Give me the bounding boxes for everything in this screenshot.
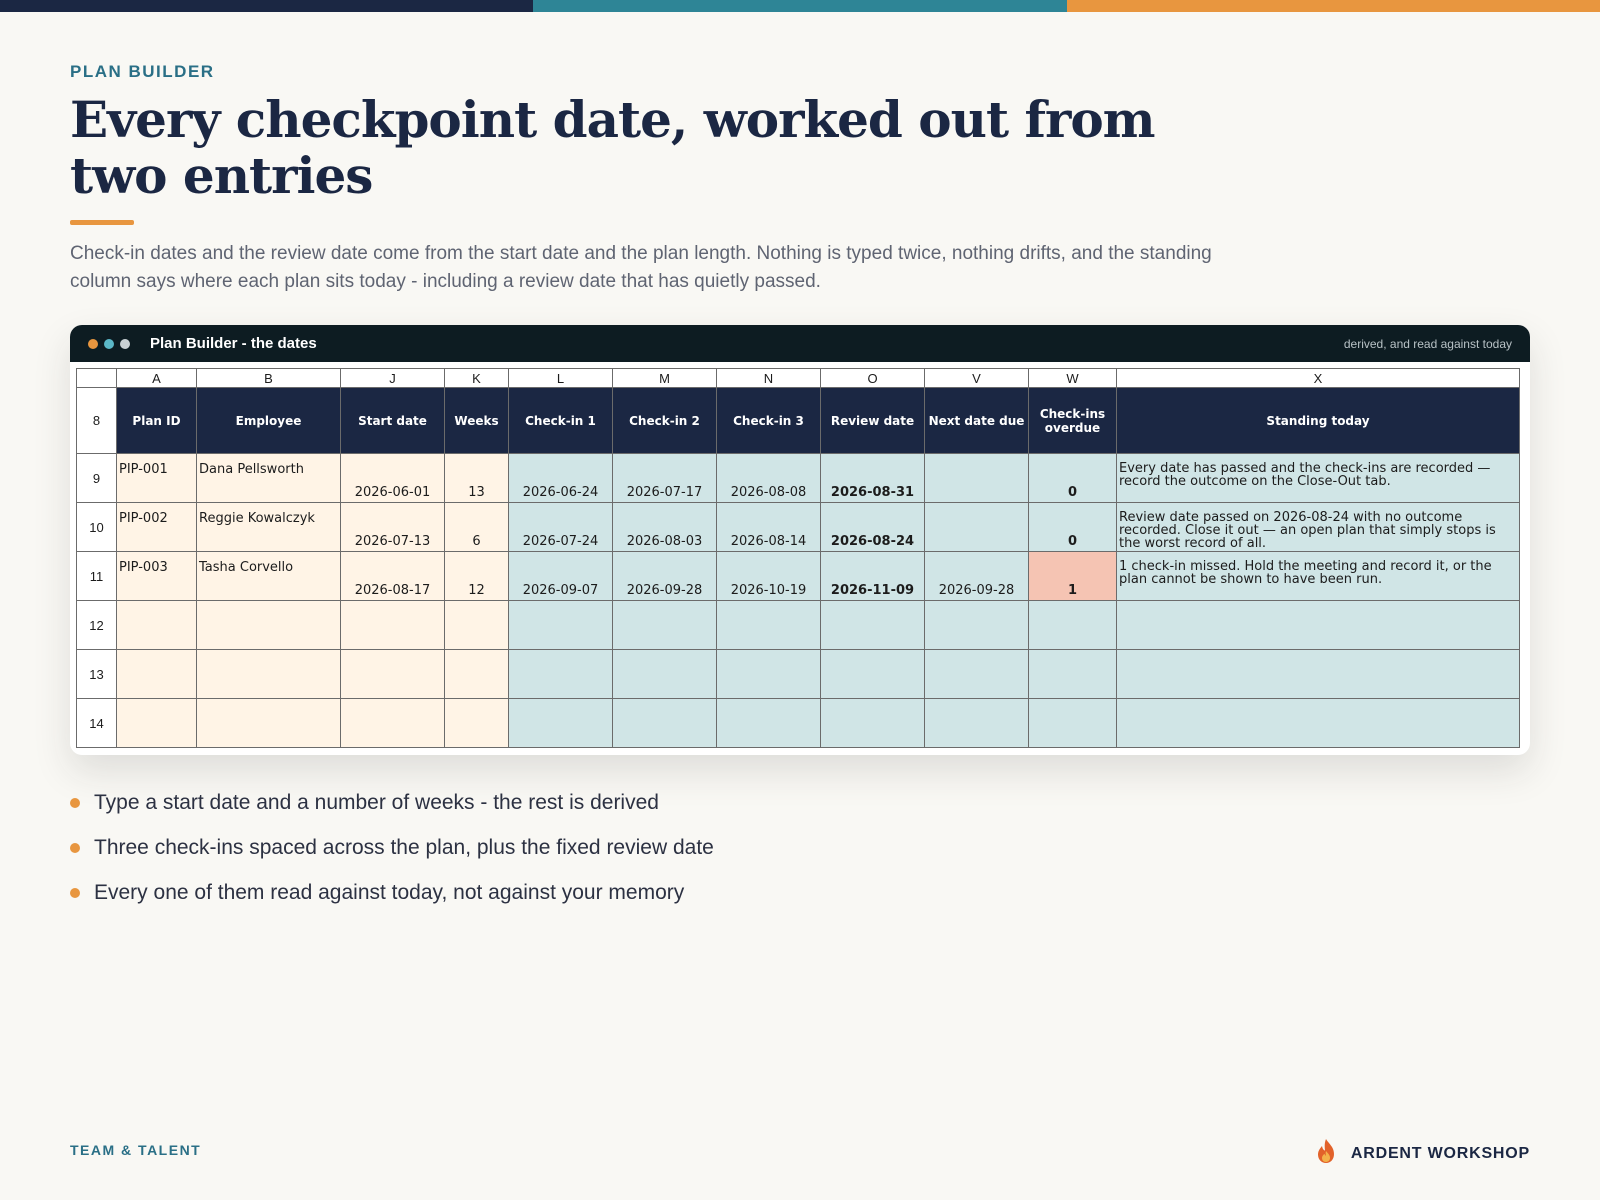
- window-dot-teal: [104, 339, 114, 349]
- footer-section-label: TEAM & TALENT: [70, 1142, 202, 1158]
- empty-input-cell[interactable]: [445, 699, 509, 748]
- bullet-text: Every one of them read against today, not against your memory: [94, 880, 685, 904]
- header-check-ins-overdue[interactable]: Check-ins overdue: [1029, 388, 1117, 454]
- plan-id-cell[interactable]: PIP-002: [117, 503, 197, 552]
- header-check-in-3[interactable]: Check-in 3: [717, 388, 821, 454]
- employee-cell[interactable]: Tasha Corvello: [197, 552, 341, 601]
- start-date-cell[interactable]: 2026-07-13: [341, 503, 445, 552]
- column-letter[interactable]: L: [509, 369, 613, 388]
- empty-derived-cell[interactable]: [717, 699, 821, 748]
- empty-derived-cell[interactable]: [509, 699, 613, 748]
- standing-today-cell[interactable]: 1 check-in missed. Hold the meeting and record it, or the plan cannot be shown to have been run.: [1117, 552, 1520, 601]
- check-in-3-cell[interactable]: 2026-10-19: [717, 552, 821, 601]
- check-in-2-cell[interactable]: 2026-08-03: [613, 503, 717, 552]
- column-letter[interactable]: O: [821, 369, 925, 388]
- empty-derived-cell[interactable]: [613, 601, 717, 650]
- bullet-text: Type a start date and a number of weeks - the rest is derived: [94, 790, 659, 814]
- column-letter[interactable]: X: [1117, 369, 1520, 388]
- empty-table-row: [77, 650, 1520, 699]
- empty-input-cell[interactable]: [341, 650, 445, 699]
- header-start-date[interactable]: Start date: [341, 388, 445, 454]
- empty-derived-cell[interactable]: [613, 699, 717, 748]
- empty-input-cell[interactable]: [117, 699, 197, 748]
- title-underline: [70, 220, 134, 225]
- row-number[interactable]: 12: [77, 601, 117, 650]
- plan-id-cell[interactable]: PIP-001: [117, 454, 197, 503]
- start-date-cell[interactable]: 2026-06-01: [341, 454, 445, 503]
- empty-derived-cell[interactable]: [509, 601, 613, 650]
- column-letter[interactable]: V: [925, 369, 1029, 388]
- row-number[interactable]: 8: [77, 388, 117, 454]
- empty-derived-cell[interactable]: [717, 601, 821, 650]
- empty-derived-cell[interactable]: [1117, 650, 1520, 699]
- empty-derived-cell[interactable]: [821, 601, 925, 650]
- eyebrow-label: PLAN BUILDER: [70, 62, 215, 81]
- plan-dates-sheet: [76, 368, 1520, 748]
- header-weeks[interactable]: Weeks: [445, 388, 509, 454]
- check-in-3-cell[interactable]: 2026-08-08: [717, 454, 821, 503]
- header-next-date-due[interactable]: Next date due: [925, 388, 1029, 454]
- empty-table-row: [77, 699, 1520, 748]
- employee-cell[interactable]: Dana Pellsworth: [197, 454, 341, 503]
- empty-derived-cell[interactable]: [613, 650, 717, 699]
- spreadsheet-window: [70, 325, 1530, 755]
- window-title: Plan Builder - the dates: [150, 335, 317, 352]
- row-number[interactable]: 10: [77, 503, 117, 552]
- list-item: [70, 780, 714, 825]
- check-in-2-cell[interactable]: 2026-09-28: [613, 552, 717, 601]
- row-number[interactable]: 11: [77, 552, 117, 601]
- check-in-1-cell[interactable]: 2026-07-24: [509, 503, 613, 552]
- column-letter[interactable]: J: [341, 369, 445, 388]
- page-subtitle: Check-in dates and the review date come from the start date and the plan length. Nothing is typed twice, nothing drifts, and the standing column says where each plan sits today - including a review date that has quietly passed.: [70, 243, 1212, 292]
- empty-derived-cell[interactable]: [509, 650, 613, 699]
- top-accent-bar: [0, 0, 1600, 12]
- check-in-1-cell[interactable]: 2026-06-24: [509, 454, 613, 503]
- weeks-cell[interactable]: 13: [445, 454, 509, 503]
- header-plan-id[interactable]: Plan ID: [117, 388, 197, 454]
- empty-derived-cell[interactable]: [821, 650, 925, 699]
- column-letter[interactable]: W: [1029, 369, 1117, 388]
- bullet-dot-icon: [70, 798, 80, 808]
- column-letter[interactable]: K: [445, 369, 509, 388]
- bullet-list: [70, 780, 714, 915]
- list-item: [70, 870, 714, 915]
- employee-cell[interactable]: Reggie Kowalczyk: [197, 503, 341, 552]
- header-review-date[interactable]: Review date: [821, 388, 925, 454]
- table-header-row: [77, 388, 1520, 454]
- empty-input-cell[interactable]: [445, 601, 509, 650]
- empty-input-cell[interactable]: [197, 650, 341, 699]
- plan-id-cell[interactable]: PIP-003: [117, 552, 197, 601]
- row-number[interactable]: 13: [77, 650, 117, 699]
- empty-table-row: [77, 601, 1520, 650]
- column-letters-row: [77, 369, 1520, 388]
- check-in-2-cell[interactable]: 2026-07-17: [613, 454, 717, 503]
- empty-derived-cell[interactable]: [1117, 601, 1520, 650]
- check-in-1-cell[interactable]: 2026-09-07: [509, 552, 613, 601]
- empty-input-cell[interactable]: [341, 699, 445, 748]
- check-ins-overdue-cell[interactable]: 0: [1029, 454, 1117, 503]
- empty-derived-cell[interactable]: [1117, 699, 1520, 748]
- empty-input-cell[interactable]: [117, 650, 197, 699]
- empty-derived-cell[interactable]: [1029, 650, 1117, 699]
- window-note: derived, and read against today: [1343, 336, 1512, 351]
- weeks-cell[interactable]: 12: [445, 552, 509, 601]
- accent-segment-teal: [533, 0, 1067, 12]
- empty-derived-cell[interactable]: [717, 650, 821, 699]
- table-row: [77, 503, 1520, 552]
- row-number[interactable]: 9: [77, 454, 117, 503]
- standing-today-cell[interactable]: Every date has passed and the check-ins are recorded — record the outcome on the Close-Out tab.: [1117, 454, 1520, 503]
- empty-input-cell[interactable]: [197, 601, 341, 650]
- brand-name: ARDENT WORKSHOP: [1350, 1144, 1530, 1162]
- start-date-cell[interactable]: 2026-08-17: [341, 552, 445, 601]
- row-number[interactable]: 14: [77, 699, 117, 748]
- empty-input-cell[interactable]: [197, 699, 341, 748]
- flame-icon: [1315, 1138, 1337, 1169]
- empty-derived-cell[interactable]: [925, 650, 1029, 699]
- header-standing-today[interactable]: Standing today: [1117, 388, 1520, 454]
- column-letter[interactable]: A: [117, 369, 197, 388]
- table-row: [77, 454, 1520, 503]
- next-date-due-cell[interactable]: 2026-09-28: [925, 552, 1029, 601]
- review-date-cell[interactable]: 2026-08-31: [821, 454, 925, 503]
- accent-segment-orange: [1067, 0, 1600, 12]
- check-in-3-cell[interactable]: 2026-08-14: [717, 503, 821, 552]
- standing-today-cell[interactable]: Review date passed on 2026-08-24 with no outcome recorded. Close it out — an open plan that simply stops is the worst record of all.: [1117, 503, 1520, 552]
- empty-derived-cell[interactable]: [925, 699, 1029, 748]
- bullet-text: Three check-ins spaced across the plan, plus the fixed review date: [94, 835, 714, 859]
- header-check-in-1[interactable]: Check-in 1: [509, 388, 613, 454]
- empty-input-cell[interactable]: [117, 601, 197, 650]
- empty-derived-cell[interactable]: [925, 601, 1029, 650]
- empty-input-cell[interactable]: [341, 601, 445, 650]
- list-item: [70, 825, 714, 870]
- accent-segment-navy: [0, 0, 533, 12]
- check-ins-overdue-cell[interactable]: 1: [1029, 552, 1117, 601]
- corner-cell[interactable]: [77, 369, 117, 388]
- empty-derived-cell[interactable]: [1029, 601, 1117, 650]
- footer-brand: [1315, 1138, 1530, 1169]
- column-letter[interactable]: N: [717, 369, 821, 388]
- bullet-dot-icon: [70, 843, 80, 853]
- window-dot-grey: [120, 339, 130, 349]
- column-letter[interactable]: B: [197, 369, 341, 388]
- header-employee[interactable]: Employee: [197, 388, 341, 454]
- column-letter[interactable]: M: [613, 369, 717, 388]
- page-title: Every checkpoint date, worked out from two entries: [70, 90, 1155, 205]
- header-check-in-2[interactable]: Check-in 2: [613, 388, 717, 454]
- bullet-dot-icon: [70, 888, 80, 898]
- empty-input-cell[interactable]: [445, 650, 509, 699]
- weeks-cell[interactable]: 6: [445, 503, 509, 552]
- review-date-cell[interactable]: 2026-08-24: [821, 503, 925, 552]
- next-date-due-cell[interactable]: [925, 454, 1029, 503]
- empty-derived-cell[interactable]: [821, 699, 925, 748]
- window-titlebar: [70, 325, 1530, 362]
- check-ins-overdue-cell[interactable]: 0: [1029, 503, 1117, 552]
- next-date-due-cell[interactable]: [925, 503, 1029, 552]
- window-dot-orange: [88, 339, 98, 349]
- review-date-cell[interactable]: 2026-11-09: [821, 552, 925, 601]
- empty-derived-cell[interactable]: [1029, 699, 1117, 748]
- table-row: [77, 552, 1520, 601]
